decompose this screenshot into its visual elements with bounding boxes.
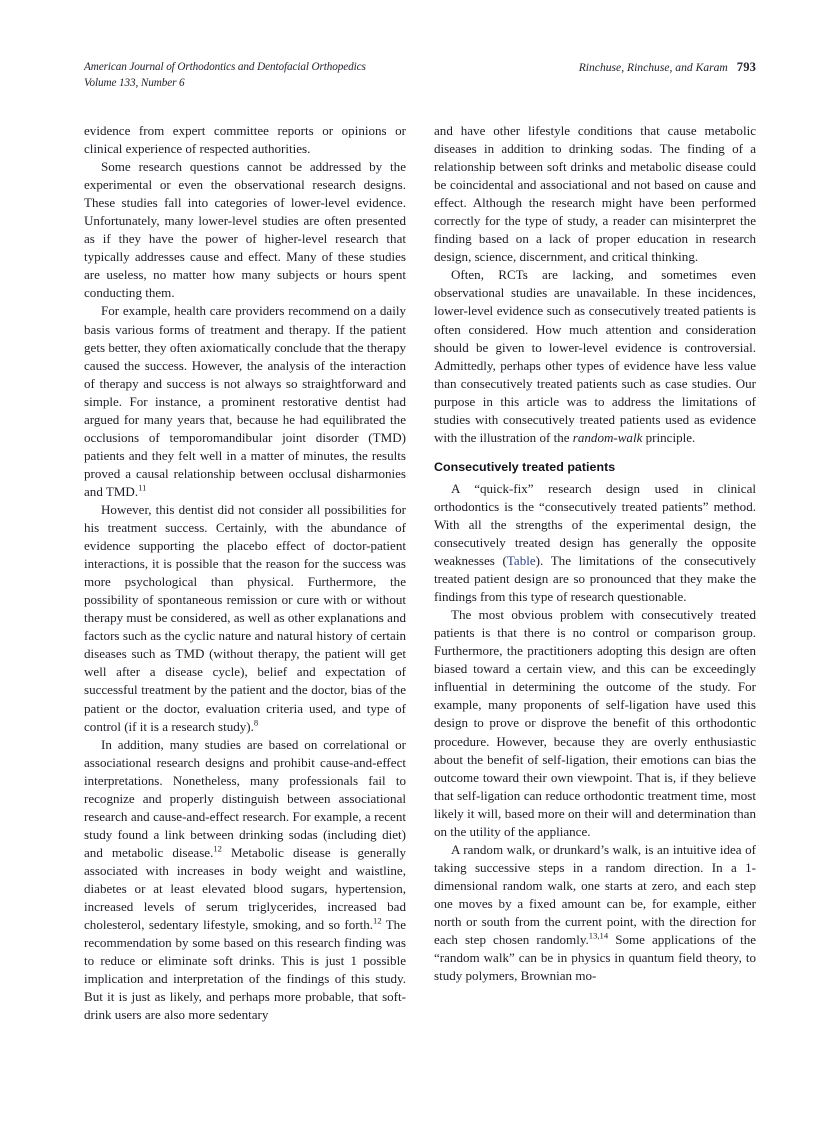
paragraph-random-walk [434,841,756,985]
paragraph-however-this-dentist [84,501,406,736]
paragraph-often-rcts [434,266,756,446]
reference-marker: 8 [253,717,259,728]
table-cross-reference-link[interactable]: Table [506,553,536,569]
paragraph-text: A random walk, or drunkard’s walk, is an intuitive idea of taking successive steps in a random direction. In a 1-dimensional random walk, one starts at zero, and each step one moves by a fixed amount can be, for example, either north or south from the current point, with the direction for each step chosen randomly. [434,841,756,948]
paragraph-text: Often, RCTs are lacking, and sometimes even observational studies are unavailable. In these incidences, lower-level evidence such as consecutively treated patients is often considered. How much attention and consideration should be given to lower-level evidence is controversial. Admittedly, perhaps other types of evidence have less value than consecutively treated patients such as case studies. Our purpose in this article was to address the limitations of studies with consecutively treated patients used as evidence with the illustration of the [434,267,756,445]
section-heading-consecutively-treated-patients: Consecutively treated patients [434,459,616,474]
paragraph-in-addition-correlational [84,736,406,1025]
paragraph-and-have-other-lifestyle: and have other lifestyle conditions that cause metabolic diseases in addition to drinking sodas. The finding of a relationship between soft drinks and metabolic disease could be coincidental and associational and not based on cause and effect. Although the research might have been performed correctly for the type of study, a reader can misinterpret the finding based on a lack of proper education in research design, science, discernment, and critical thinking. [434,123,756,265]
journal-volume-issue: Volume 133, Number 6 [84,76,185,89]
emphasis-random-walk: random-walk [572,429,643,445]
paragraph-text: ). The limitations of the consecutively treated patient design are so pronounced that they make the findings from this type of research questionable. [434,553,756,605]
paragraph-text: principle. [642,429,696,445]
paragraph-text: In addition, many studies are based on correlational or associational research designs and prohibit cause-and-effect interpretations. Nonetheless, many professionals fail to recognize and properly distinguish between associational research and cause-and-effect research. For example, a recent study found a link between drinking sodas (including diet) and metabolic disease. [84,736,406,860]
paragraph-text: Some applications of the “random walk” can be in physics in quantum field theory, to study polymers, Brownian mo- [434,932,757,984]
reference-marker: 13,14 [588,930,609,941]
paragraph-text: Metabolic disease is generally associated with increases in body weight and waistline, diabetes or at least elevated blood sugars, hypertension, increased levels of serum triglycerides, increased bad cholesterol, sedentary lifestyle, smoking, and so forth. [84,844,406,933]
page-number: 793 [736,60,756,74]
running-head [84,60,756,94]
running-head-authors-page [579,60,756,76]
journal-title: American Journal of Orthodontics and Dentofacial Orthopedics [84,61,366,73]
paragraph-some-research: Some research questions cannot be addressed by the experimental or even the observational research designs. These studies fall into categories of lower-level evidence. Unfortunately, many lower-level studies are often presented as if they have the power of higher-level research that typically addresses cause and effect. Many of these studies are useless, no matter how many subjects or hours spent conducting them. [84,159,406,301]
author-list: Rinchuse, Rinchuse, and Karam [578,61,728,74]
paragraph-text: The recommendation by some based on this research finding was to reduce or eliminate soft drinks. This is just 1 possible implication and interpretation of the findings of this study. But it is just as likely, and perhaps more probable, that soft-drink users are also more sedentary [84,917,406,1023]
reference-marker: 11 [138,482,147,493]
paragraph-text: For example, health care providers recommend on a daily basis various forms of treatment and therapy. If the patient gets better, they often axiomatically conclude that the therapy caused the success. However, the analysis of the interaction of therapy and success is not always so straightforward and simple. For instance, a prominent restorative dentist had argued for many years that, because he had equilibrated the occlusions of temporomandibular joint disorder (TMD) patients and they felt well in a matter of minutes, the results proved a causal relationship between occlusal disharmonies and TMD. [84,303,406,499]
paragraph-text: However, this dentist did not consider all possibilities for his treatment success. Certainly, with the abundance of evidence supporting the placebo effect of doctor-patient interactions, it is possible that the reason for the success was more psychological than physical. Furthermore, the possibility of spontaneous remission or cure with or without therapy must be considered, as well as other explanations and factors such as the cyclic nature and natural history of certain diseases such as TMD (without therapy, the patient will get well after a disease cycle), belief and expectation of successful treatment by the patient and the doctor, bias of the patient or the doctor, evaluation criteria used, and type of control (if it is a research study). [84,501,406,734]
article-body [84,122,756,1052]
paragraph-evidence-expert: evidence from expert committee reports or opinions or clinical experience of respected authorities. [84,123,406,157]
column-right [434,122,756,985]
reference-marker: 12 [373,915,382,926]
running-head-journal-info [84,60,484,91]
paragraph-for-example-health-care [84,302,406,501]
reference-marker: 12 [213,843,222,854]
column-left [84,122,406,1024]
paragraph-quick-fix [434,480,756,606]
paragraph-most-obvious-problem: The most obvious problem with consecutively treated patients is that there is no control or comparison group. Furthermore, the practitioners adopting this design are often biased toward a certain view, and this can be exceedingly influential in determining the outcome of the study. For example, many proponents of self-ligation have used this design to prove or disprove the benefit of this orthodontic procedure. However, because they are overly enthusiastic about the benefit of self-ligation, their emotions can bias the outcome toward their own viewpoint. That is, if they believe that self-ligation can reduce orthodontic treatment time, most likely it will, based more on their will and determination than on the utility of the appliance. [434,607,756,839]
paragraph-text: A “quick-fix” research design used in clinical orthodontics is the “consecutively treated patients” method. With all the strengths of the experimental design, the consecutively treated design has generally the opposite weaknesses ( [434,480,756,569]
